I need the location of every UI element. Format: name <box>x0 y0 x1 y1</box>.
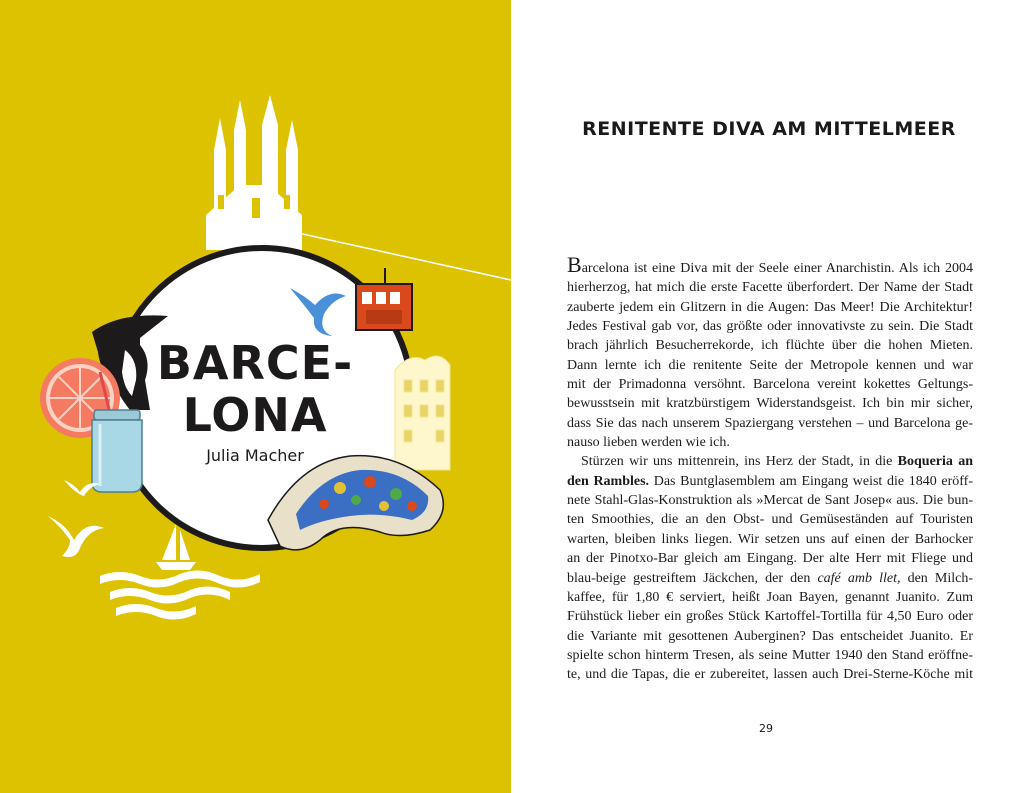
text-page <box>511 0 1020 793</box>
cable-car-icon <box>356 268 412 330</box>
text-line: Barcelona ist eine Diva mit der Seele einer Anarchistin. Als ich 2004 <box>567 252 973 277</box>
cover-title-line1: BARCE- <box>156 336 354 390</box>
text-line: bewusstsein mit kratzbürstigem Widerstandsgeist. Ich bin mir sicher, <box>567 396 973 412</box>
text-line: an der Pinotxo-Bar gleich am Eingang. Der alte Herr mit Fliege und <box>567 551 973 567</box>
text-line: blau-beige gestreiftem Jäckchen, der den café amb llet, den Milch- <box>567 570 973 586</box>
body-text <box>567 252 973 685</box>
text-line: spielte schon hinterm Tresen, als seine Mutter 1940 den Stand eröffne- <box>567 647 973 663</box>
building-facade-icon <box>395 356 450 470</box>
drop-cap: B <box>567 252 582 277</box>
chapter-title: RENITENTE DIVA AM MITTELMEER <box>582 118 956 140</box>
text-line: warten, bleiben links liegen. Wir setzen uns auf einen der Barhocker <box>567 531 973 547</box>
cover-author: Julia Macher <box>206 446 304 465</box>
text-line: die Variante mit gesottenen Auberginen? Das entscheidet Juanito. Er <box>567 628 973 644</box>
text-line: Jedes Festival gab vor, das größte oder innovativste zu sein. Die Stadt <box>567 319 973 335</box>
text-line: nauso lieben werden wie ich. <box>567 435 730 451</box>
place-name-bold: den Rambles. <box>567 473 650 489</box>
waves-icon <box>100 570 260 619</box>
text-line: hierherzog, hat mich die erste Facette überfordert. Der Name der Stadt <box>567 280 973 296</box>
text-line: Dann lernte ich die renitente Seite der Metropole kennen und war <box>567 357 973 373</box>
italic-term: café amb llet, <box>817 570 901 586</box>
text-line: zauberte jedem ein Glitzern in die Augen: Das Meer! Die Architektur! <box>567 299 973 315</box>
sagrada-familia-icon <box>206 95 302 250</box>
text-line: Stürzen wir uns mittenrein, ins Herz der Stadt, in die Boqueria an <box>581 454 973 470</box>
text-line: Frühstück lieber ein großes Stück Kartoffel-Tortilla für 4,50 Euro oder <box>567 609 973 625</box>
text-line: nete Stahl-Glas-Konstruktion als »Mercat de Sant Josep« aus. Die bun- <box>567 493 973 509</box>
text-line: kaffee, für 1,80 € serviert, heißt Joan Bayen, genannt Juanito. Zum <box>567 589 973 605</box>
seagull-large-icon <box>48 516 104 557</box>
text-line: ten Smoothies, die an den Obst- und Gemüseständen auf Touristen <box>567 512 973 528</box>
text-line: mit der Primadonna versöhnt. Barcelona vereint kokettes Geltungs- <box>567 377 973 393</box>
text-line: brach jährlich Besucherrekorde, ich flüchte über die hohen Mieten. <box>567 338 973 354</box>
paragraph-1 <box>567 252 973 452</box>
text-line: den Rambles. Das Buntglasemblem am Eingang weist die 1840 eröff- <box>567 473 973 489</box>
paragraph-2 <box>567 452 973 684</box>
text-line: dass Sie das nach unserem Spaziergang verstehen – und Barcelona ge- <box>567 415 973 431</box>
cover-title-line2: LONA <box>182 388 328 442</box>
page-number: 29 <box>759 722 773 735</box>
text-line: te, und die Tapas, die er zubereitet, lassen auch Drei-Sterne-Köche mit <box>567 667 973 683</box>
place-name-bold: Boqueria an <box>897 454 973 470</box>
